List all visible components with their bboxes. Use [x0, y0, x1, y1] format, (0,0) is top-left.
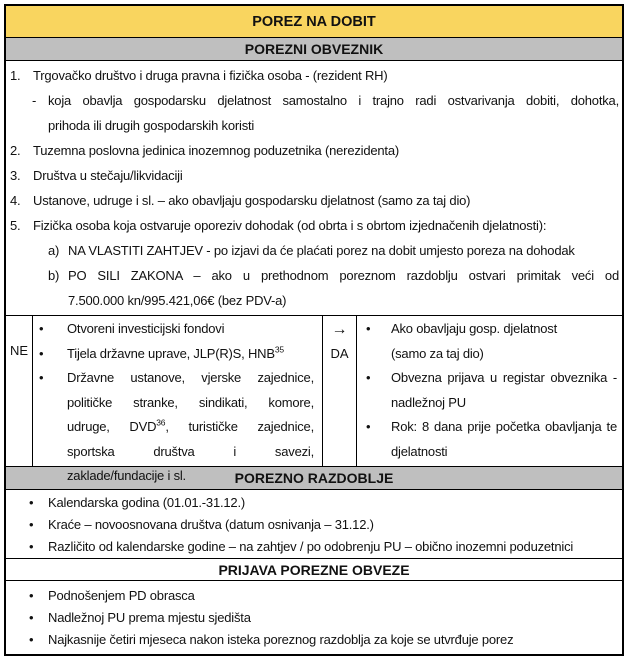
ne-cell: [6, 316, 33, 466]
bullet-icon: •: [366, 370, 371, 385]
bullet-item: [6, 629, 618, 651]
bullet-icon: •: [29, 610, 34, 625]
item-text: Ustanove, udruge i sl. – ako obavljaju gospodarsku djelatnost (samo za taj dio): [33, 193, 471, 208]
bullet-icon: •: [39, 321, 44, 336]
bullet-item: [33, 317, 314, 342]
porezni-obveznik-list: [6, 61, 622, 316]
letter-subitem: [6, 263, 619, 288]
dash-subitem-continuation: [6, 113, 619, 138]
footnote-ref: 35: [274, 344, 284, 355]
bullet-item-continuation: [357, 342, 617, 367]
section-heading-text: PRIJAVA POREZNE OBVEZE: [218, 561, 410, 578]
bullet-item: [6, 607, 618, 629]
porezno-razdoblje-list: [6, 490, 622, 559]
item-text: , turističke zajednice,: [165, 419, 314, 434]
section-header-porezni-obveznik: [6, 38, 622, 61]
bullet-icon: •: [29, 588, 34, 603]
bullet-item: [6, 585, 618, 607]
bullet-icon: •: [366, 321, 371, 336]
item-text: Ako obavljaju gosp. djelatnost: [391, 321, 558, 336]
document-table: [4, 4, 624, 656]
numbered-item: [6, 213, 619, 238]
item-text: NA VLASTITI ZAHTJEV - po izjavi da će plaćati porez na dobit umjesto poreza na dohodak: [68, 243, 575, 258]
item-number: 2.: [10, 143, 21, 158]
da-items-cell: [357, 316, 622, 466]
ne-label: NE: [9, 343, 29, 358]
item-letter: a): [48, 243, 60, 258]
item-text: Državne ustanove, vjerske zajednice,: [67, 370, 314, 385]
item-text: Kraće – novoosnovana društva (datum osnivanja – 31.12.): [48, 517, 374, 532]
item-text: udruge, DVD: [67, 419, 157, 434]
bullet-icon: •: [39, 345, 44, 361]
bullet-item-continuation: [357, 391, 617, 416]
bullet-item-continuation: [33, 440, 314, 465]
ne-items-cell: [33, 316, 323, 483]
bullet-item: [6, 492, 618, 514]
item-text: Obvezna prijava u registar obveznika -: [391, 370, 617, 385]
letter-subitem: [6, 238, 619, 263]
bullet-item: [357, 366, 617, 391]
bullet-icon: •: [366, 419, 371, 434]
item-text: zaklade/fundacije i sl.: [67, 468, 186, 483]
item-number: 3.: [10, 168, 21, 183]
bullet-icon: •: [29, 517, 34, 532]
item-text: Podnošenjem PD obrasca: [48, 588, 195, 603]
footnote-ref: 36: [156, 417, 166, 428]
bullet-icon: •: [29, 539, 34, 554]
item-letter: b): [48, 268, 60, 283]
bullet-item: [357, 415, 617, 440]
item-text: Otvoreni investicijski fondovi: [67, 321, 225, 336]
prijava-list: [6, 581, 622, 654]
bullet-item: [6, 514, 618, 536]
section-heading-text: POREZNI OBVEZNIK: [244, 41, 384, 57]
bullet-item-continuation: [33, 391, 314, 416]
item-text: sportska društva i savezi,: [67, 443, 314, 459]
item-text: PO SILI ZAKONA – ako u prethodnom poreznom razdoblju ostvari primitak veći od: [68, 268, 619, 283]
bullet-icon: •: [39, 370, 44, 385]
bullet-item-continuation: [357, 440, 617, 465]
item-number: 1.: [10, 68, 21, 83]
numbered-item: [6, 138, 619, 163]
bullet-item-continuation: [33, 415, 314, 440]
item-text: 7.500.000 kn/995.421,06€ (bez PDV-a): [68, 293, 287, 308]
item-text: djelatnosti: [391, 443, 448, 459]
title-bar: [6, 6, 622, 38]
item-text: Društva u stečaju/likvidaciji: [33, 168, 183, 183]
section-heading-text: POREZNO RAZDOBLJE: [234, 470, 394, 486]
item-text: Kalendarska godina (01.01.-31.12.): [48, 495, 246, 510]
da-label: DA: [330, 346, 349, 361]
item-text: Tijela državne uprave, JLP(R)S, HNB: [67, 345, 275, 361]
item-text: Različito od kalendarske godine – na zahtjev / po odobrenju PU – obično inozemni poduzetnici: [48, 539, 574, 554]
item-text: (samo za taj dio): [391, 345, 484, 361]
dash-subitem: [6, 88, 619, 113]
bullet-item: [33, 342, 314, 367]
letter-subitem-continuation: [6, 288, 619, 313]
item-number: 5.: [10, 218, 21, 233]
bullet-icon: •: [29, 495, 34, 510]
numbered-item: [6, 163, 619, 188]
bullet-item: [6, 536, 618, 558]
item-text: Nadležnoj PU prema mjestu sjedišta: [48, 610, 251, 625]
item-text: političke stranke, sindikati, komore,: [67, 394, 314, 410]
bullet-icon: •: [29, 632, 34, 647]
item-text: nadležnoj PU: [391, 394, 466, 410]
bullet-item: [33, 366, 314, 391]
item-text: Najkasnije četiri mjeseca nakon isteka poreznog razdoblja za koje se utvrđuje porez: [48, 632, 514, 647]
numbered-item: [6, 188, 619, 213]
arrow-cell: [323, 316, 357, 466]
bullet-item-continuation: [33, 464, 314, 489]
item-text: Rok: 8 dana prije početka obavljanja te: [391, 419, 617, 434]
dash-marker: -: [32, 93, 37, 108]
item-number: 4.: [10, 193, 21, 208]
bullet-item: [357, 317, 617, 342]
item-text: Fizička osoba koja ostvaruje oporeziv dohodak (od obrta i s obrtom izjednačenih djelatnosti):: [33, 218, 547, 233]
item-text: koja obavlja gospodarsku djelatnost samostalno i trajno radi ostvarivanja dobiti, dohotka,: [48, 93, 619, 108]
numbered-item: [6, 63, 619, 88]
document-title: POREZ NA DOBIT: [252, 13, 376, 30]
right-arrow-icon: →: [331, 321, 348, 338]
section-header-prijava-porezne-obveze: [6, 559, 622, 581]
item-text: Tuzemna poslovna jedinica inozemnog poduzetnika (nerezidenta): [33, 143, 399, 158]
item-text: Trgovačko društvo i druga pravna i fizička osoba - (rezident RH): [33, 68, 388, 83]
item-text: prihoda ili drugih gospodarskih koristi: [48, 118, 255, 133]
